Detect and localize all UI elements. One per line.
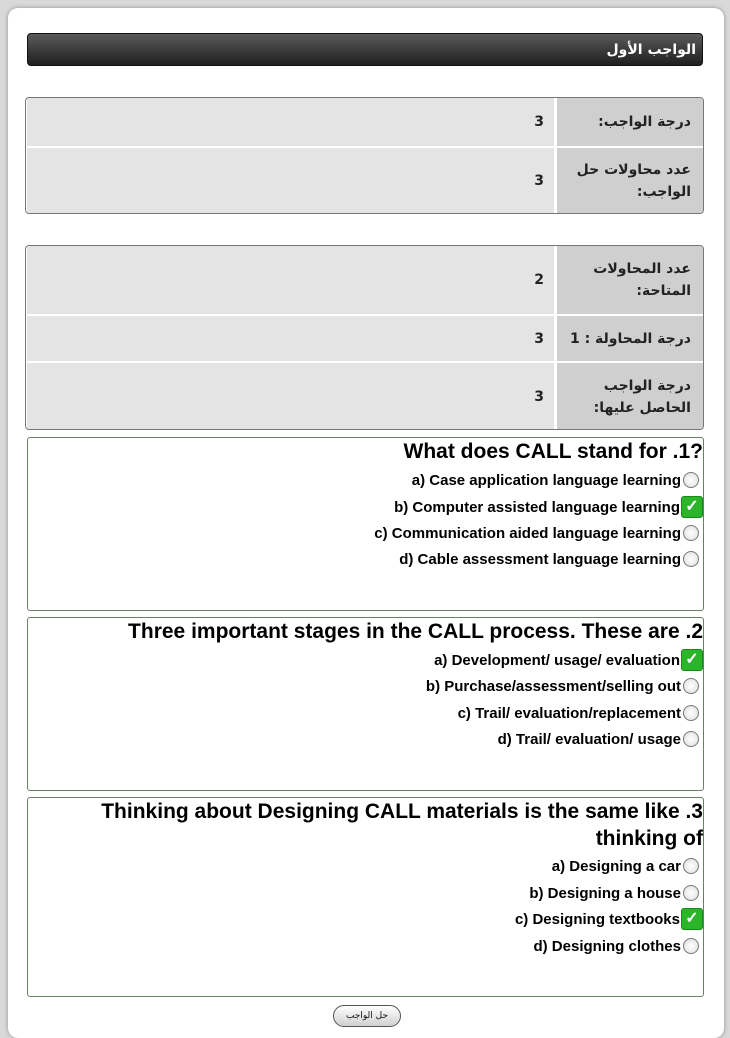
info-row-obtained-grade [26, 363, 703, 430]
attempt-info-table [25, 245, 704, 430]
radio-icon[interactable] [683, 678, 699, 694]
radio-icon[interactable] [683, 731, 699, 747]
info-value: 3 [27, 148, 554, 214]
option-2b[interactable] [203, 674, 703, 698]
info-label: عدد محاولات حل الواجب: [557, 148, 703, 214]
option-3a[interactable] [203, 854, 703, 878]
radio-icon[interactable] [683, 551, 699, 567]
option-1d[interactable] [203, 547, 703, 571]
checkmark-icon[interactable]: ✓ [681, 496, 703, 518]
page-title: الواجب الأول [27, 33, 703, 66]
question-text: Thinking about Designing CALL materials is the same like .3 thinking of [101, 800, 703, 850]
radio-icon[interactable] [683, 938, 699, 954]
info-row-attempt-grade [26, 316, 703, 361]
option-label: d) Trail/ evaluation/ usage [497, 730, 681, 748]
radio-icon[interactable] [683, 858, 699, 874]
option-2a[interactable] [203, 648, 703, 672]
option-label: c) Communication aided language learning [374, 524, 681, 542]
question-box-2 [27, 617, 704, 791]
option-label: a) Development/ usage/ evaluation [434, 651, 680, 669]
info-label: درجة الواجب: [557, 98, 703, 146]
info-row-grade [26, 98, 703, 146]
option-label: d) Designing clothes [533, 937, 681, 955]
info-value: 3 [27, 363, 554, 430]
option-label: b) Designing a house [529, 884, 681, 902]
option-label: c) Designing textbooks [514, 910, 680, 928]
question-text: What does CALL stand for .1? [403, 440, 703, 463]
question-box-1 [27, 437, 704, 611]
option-3c[interactable] [203, 907, 703, 931]
option-1c[interactable] [203, 521, 703, 545]
question-box-3 [27, 797, 704, 997]
option-label: a) Case application language learning [411, 471, 681, 489]
option-label: c) Trail/ evaluation/replacement [457, 704, 681, 722]
option-label: a) Designing a car [551, 857, 681, 875]
radio-icon[interactable] [683, 885, 699, 901]
radio-icon[interactable] [683, 525, 699, 541]
info-value: 3 [27, 98, 554, 146]
info-label: درجة المحاولة : 1 [557, 316, 703, 361]
option-2d[interactable] [203, 727, 703, 751]
solve-homework-button[interactable]: حل الواجب [333, 1005, 401, 1027]
radio-icon[interactable] [683, 472, 699, 488]
option-label: b) Purchase/assessment/selling out [425, 677, 681, 695]
info-row-attempts [26, 148, 703, 214]
homework-info-table [25, 97, 704, 214]
option-3d[interactable] [203, 934, 703, 958]
option-2c[interactable] [203, 701, 703, 725]
checkmark-icon[interactable]: ✓ [681, 649, 703, 671]
info-value: 3 [27, 316, 554, 361]
info-label: درجة الواجب الحاصل عليها: [557, 363, 703, 430]
option-1b[interactable] [203, 495, 703, 519]
option-label: b) Computer assisted language learning [394, 498, 680, 516]
option-3b[interactable] [203, 881, 703, 905]
radio-icon[interactable] [683, 705, 699, 721]
info-value: 2 [27, 246, 554, 314]
checkmark-icon[interactable]: ✓ [681, 908, 703, 930]
option-label: d) Cable assessment language learning [399, 550, 681, 568]
info-row-available-attempts [26, 246, 703, 314]
option-1a[interactable] [203, 468, 703, 492]
question-text: Three important stages in the CALL process. These are .2 [128, 620, 703, 643]
info-label: عدد المحاولات المتاحة: [557, 246, 703, 314]
